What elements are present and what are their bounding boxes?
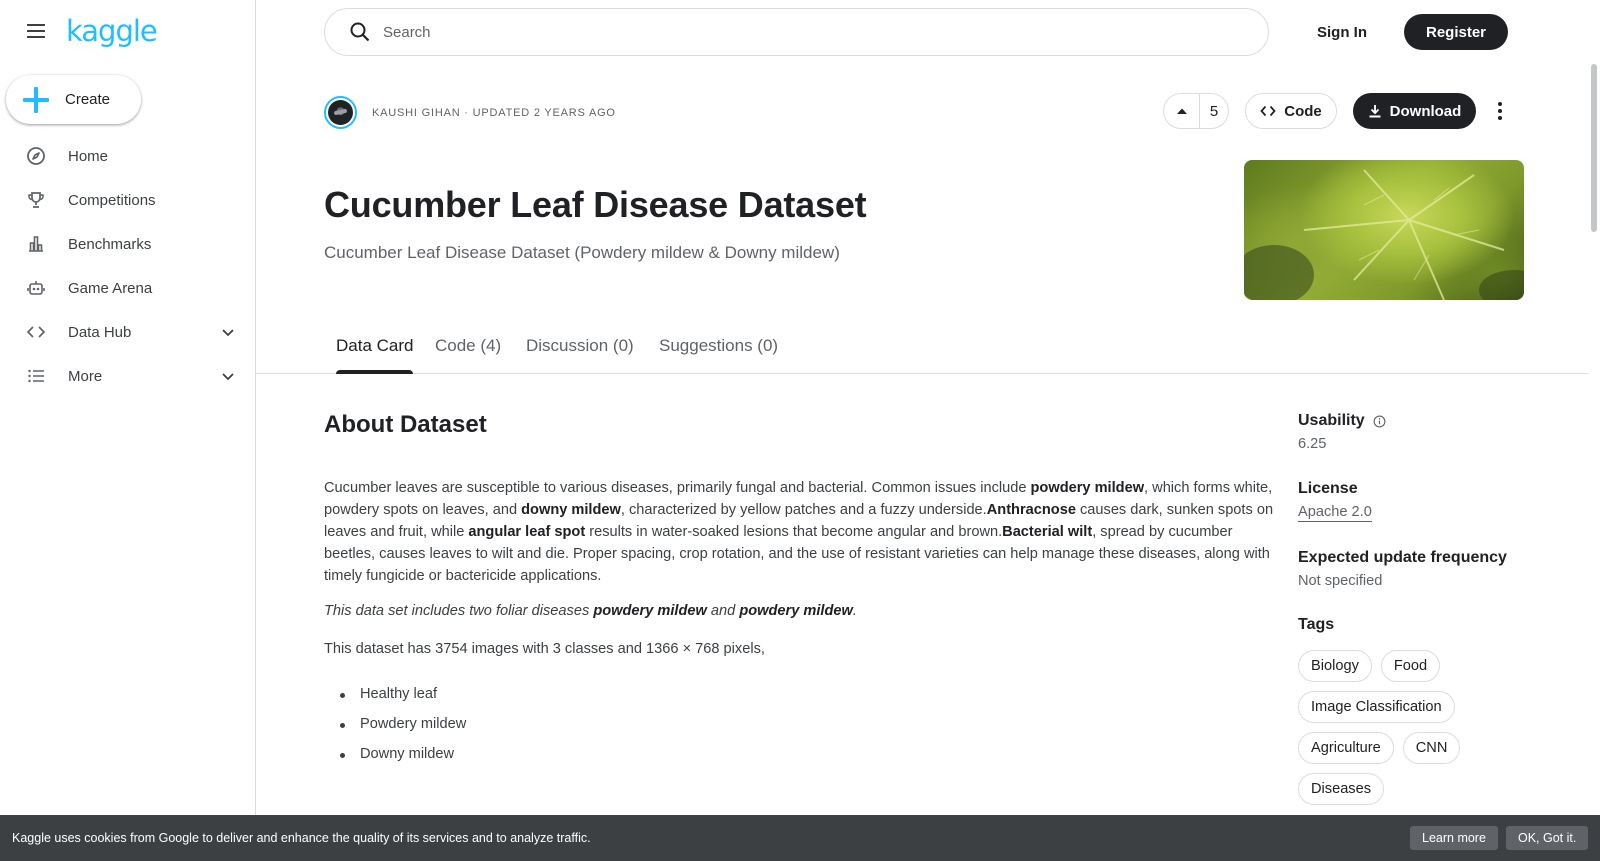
usability-value: 6.25: [1298, 436, 1327, 452]
license-section: [1298, 480, 1558, 522]
code-icon: [26, 322, 46, 342]
robot-icon: [26, 278, 46, 298]
tag-chip[interactable]: Diseases: [1298, 773, 1384, 805]
description-paragraph: Cucumber leaves are susceptible to various diseases, primarily fungal and bacterial. Common issues include powdery mildew, which forms white, powdery spots on leaves, and downy mildew, characterized by yellow patches and a fuzzy underside.Anthracnose causes dark, sunken spots on leaves and fruit, while angular leaf spot results in water-soaked lesions that become angular and brown.Bacterial wilt, spread by cucumber beetles, causes leaves to wilt and die. Proper spacing, crop rotation, and the use of resistant varieties can help manage these diseases, along with timely fungicide or bactericide applications.: [324, 480, 1274, 584]
chevron-down-icon[interactable]: [220, 368, 236, 384]
code-icon: [1260, 103, 1276, 119]
vote-count: 5: [1209, 102, 1219, 120]
sidebar-item-data-hub[interactable]: [0, 310, 256, 354]
diseases-paragraph: This data set includes two foliar diseases powdery mildew and powdery mildew.: [324, 603, 857, 619]
sidebar-item-label: Home: [68, 147, 109, 165]
tab-discussion[interactable]: Discussion (0): [526, 336, 634, 355]
compass-icon: [26, 146, 46, 166]
list-icon: [26, 366, 46, 386]
sidebar-item-more[interactable]: [0, 354, 256, 398]
search-icon: [349, 21, 371, 43]
cookie-banner: [0, 815, 1600, 861]
scrollbar-thumb[interactable]: [1591, 64, 1597, 232]
download-icon: [1368, 104, 1382, 118]
tags-label: Tags: [1298, 616, 1335, 633]
license-label: License: [1298, 480, 1358, 497]
frequency-label: Expected update frequency: [1298, 549, 1507, 566]
kaggle-logo[interactable]: kaggle: [66, 14, 157, 48]
class-list: [324, 686, 466, 776]
create-button[interactable]: [6, 75, 141, 124]
tag-chip[interactable]: Agriculture: [1298, 732, 1394, 764]
cookie-text: Kaggle uses cookies from Google to deliver and enhance the quality of its services and to analyze traffic.: [12, 831, 591, 845]
arrow-up-icon[interactable]: [1164, 94, 1200, 128]
more-vert-icon[interactable]: [1488, 99, 1512, 123]
page-title: Cucumber Leaf Disease Dataset: [324, 184, 867, 225]
sidebar-item-label: More: [68, 367, 103, 385]
frequency-section: [1298, 549, 1558, 589]
about-heading: About Dataset: [324, 411, 487, 438]
search-bar[interactable]: [324, 8, 1269, 56]
sidebar-item-benchmarks[interactable]: [0, 222, 256, 266]
plus-icon: [23, 87, 49, 113]
scrollbar[interactable]: [1588, 0, 1600, 861]
tab-data-card[interactable]: Data Card: [336, 336, 413, 374]
brand: [24, 14, 157, 48]
tab-suggestions[interactable]: Suggestions (0): [659, 336, 779, 355]
dataset-size-paragraph: This dataset has 3754 images with 3 classes and 1366 × 768 pixels,: [324, 641, 765, 657]
sidebar-item-label: Competitions: [68, 191, 156, 209]
tag-chip[interactable]: Biology: [1298, 650, 1372, 682]
download-button[interactable]: [1353, 93, 1476, 129]
chevron-down-icon[interactable]: [220, 324, 236, 340]
list-item: Powdery mildew: [324, 716, 466, 746]
tag-list: [1298, 650, 1558, 814]
upvote-button[interactable]: [1163, 93, 1229, 129]
info-icon[interactable]: [1373, 415, 1386, 428]
list-item: Downy mildew: [324, 746, 466, 776]
sidebar: [0, 0, 256, 861]
dataset-byline: KAUSHI GIHAN · UPDATED 2 YEARS AGO: [372, 107, 616, 119]
code-button-label: Code: [1284, 102, 1322, 120]
tag-chip[interactable]: Image Classification: [1298, 691, 1455, 723]
ok-got-it-button[interactable]: OK, Got it.: [1506, 826, 1588, 850]
create-label: Create: [65, 91, 111, 108]
license-link[interactable]: Apache 2.0: [1298, 504, 1372, 520]
avatar[interactable]: [324, 96, 357, 129]
sidebar-item-label: Data Hub: [68, 323, 132, 341]
sidebar-item-label: Game Arena: [68, 279, 153, 297]
page-subtitle: Cucumber Leaf Disease Dataset (Powdery mildew & Downy mildew): [324, 243, 840, 262]
sidebar-item-game-arena[interactable]: [0, 266, 256, 310]
frequency-value: Not specified: [1298, 573, 1383, 589]
dataset-cover-image: [1244, 160, 1524, 300]
code-button[interactable]: [1245, 93, 1337, 129]
download-button-label: Download: [1389, 102, 1462, 120]
bar-chart-icon: [26, 234, 46, 254]
sidebar-item-label: Benchmarks: [68, 235, 152, 253]
tab-bar: [256, 330, 1588, 374]
sign-in-button[interactable]: Sign In: [1317, 23, 1367, 41]
sidebar-item-competitions[interactable]: [0, 178, 256, 222]
trophy-icon: [26, 190, 46, 210]
menu-icon[interactable]: [24, 19, 48, 43]
usability-section: [1298, 412, 1558, 452]
search-input[interactable]: [383, 24, 1183, 41]
tags-section: [1298, 616, 1558, 634]
tab-code[interactable]: Code (4): [435, 336, 502, 355]
sidebar-nav: [0, 134, 256, 398]
tag-chip[interactable]: CNN: [1403, 732, 1461, 764]
tag-chip[interactable]: Food: [1381, 650, 1440, 682]
usability-label: Usability: [1298, 412, 1365, 429]
leaf-veins: [1244, 160, 1524, 300]
list-item: Healthy leaf: [324, 686, 466, 716]
sidebar-item-home[interactable]: [0, 134, 256, 178]
register-button[interactable]: Register: [1404, 14, 1508, 50]
learn-more-button[interactable]: Learn more: [1410, 826, 1498, 850]
